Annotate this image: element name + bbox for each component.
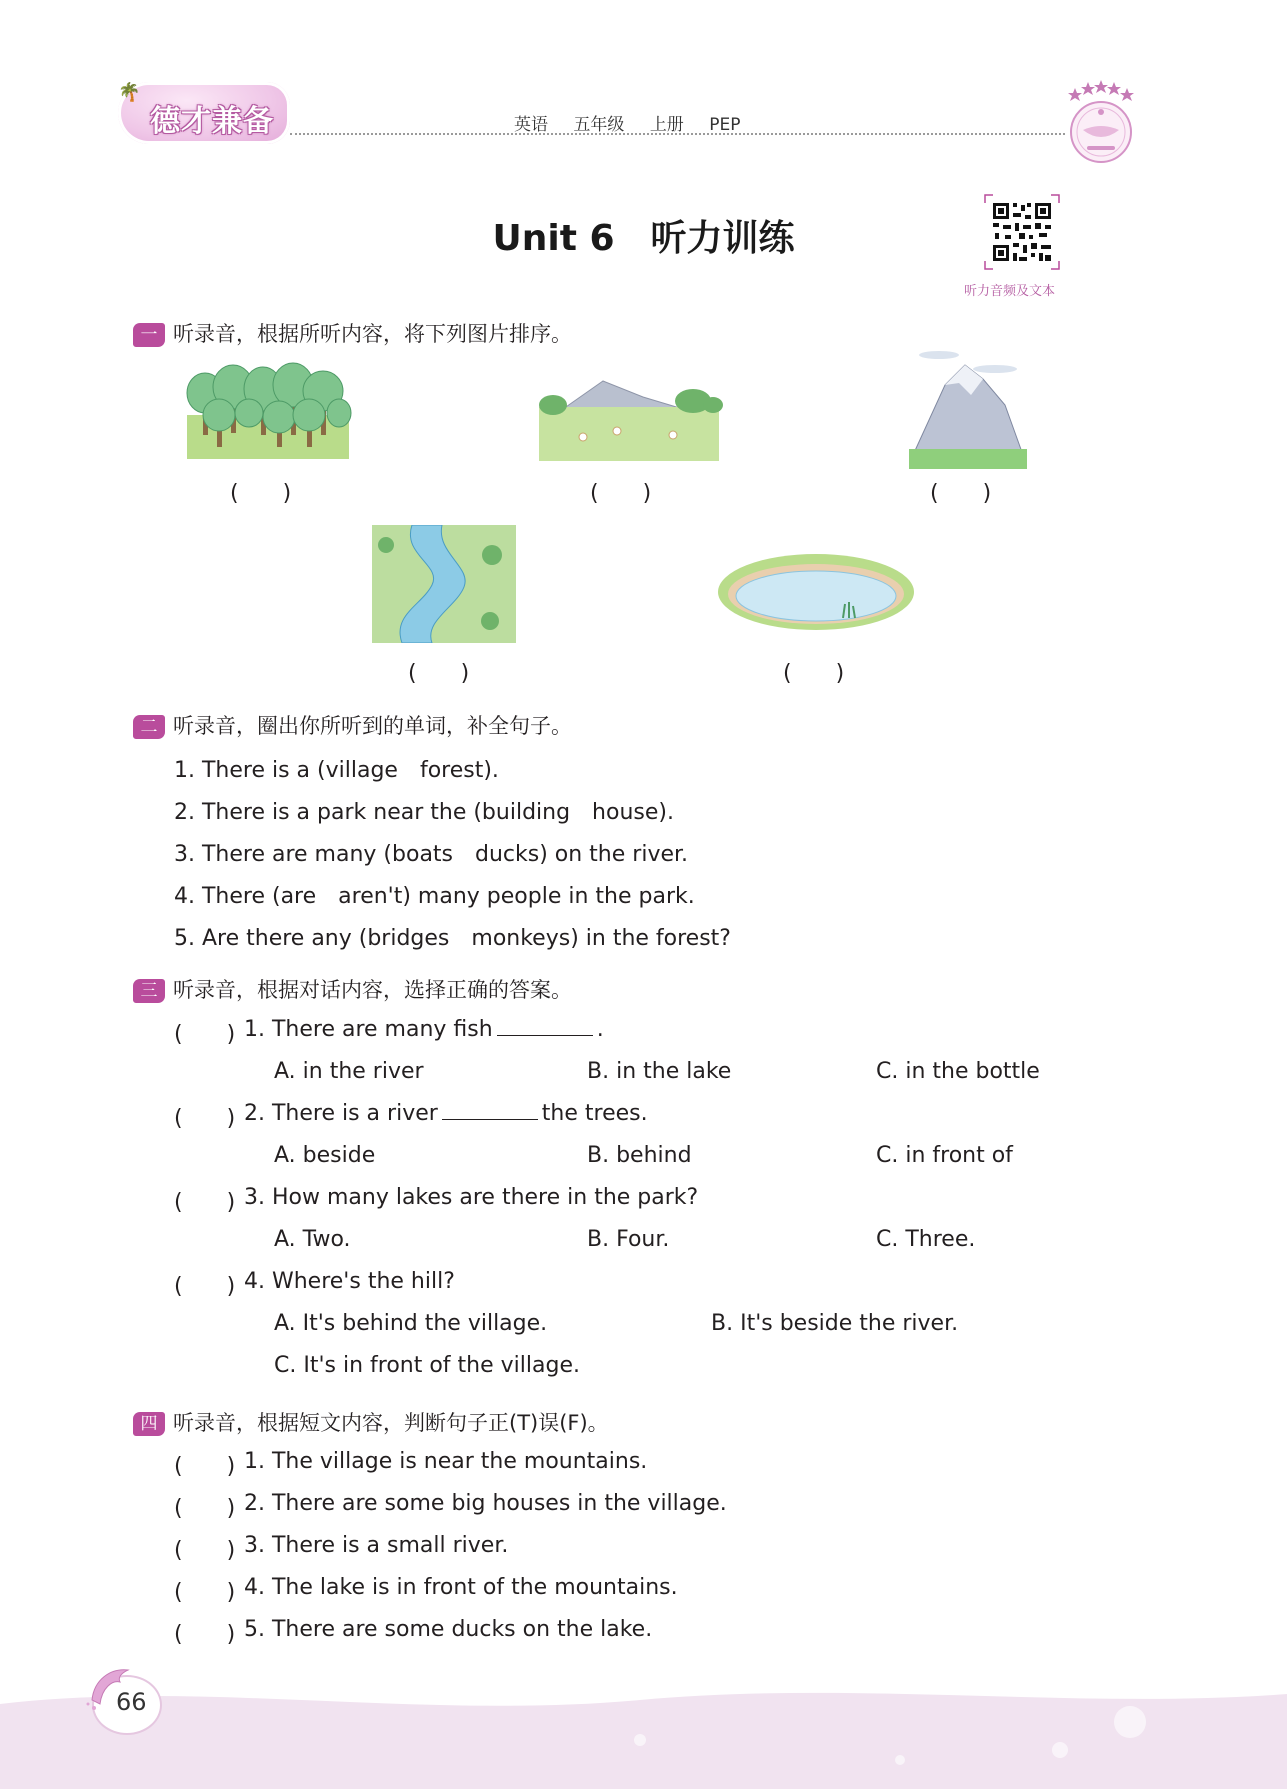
qr-label: 听力音频及文本: [964, 284, 1056, 299]
section-2-item-3[interactable]: 3. There are many (boats ducks) on the river.: [174, 842, 689, 867]
q3-3-option-a[interactable]: A. Two.: [274, 1227, 351, 1252]
section-1-badge: 一: [133, 323, 165, 347]
picture-3-paren[interactable]: ( ): [930, 481, 992, 506]
footer-wave-decoration: [0, 1680, 1287, 1789]
q3-1-question: [244, 1017, 604, 1042]
page-title: Unit 6 听力训练: [492, 218, 795, 259]
qr-code-icon[interactable]: [983, 193, 1061, 271]
section-3-instruction: 听录音，根据对话内容，选择正确的答案。: [173, 978, 572, 1002]
q4-1-answer-paren[interactable]: ( ): [174, 1454, 236, 1479]
q3-2-tail: the trees.: [541, 1101, 648, 1126]
q4-5-statement: 5. There are some ducks on the lake.: [244, 1617, 653, 1642]
q3-1-tail: .: [596, 1017, 604, 1042]
q3-4-option-b[interactable]: B. It's beside the river.: [711, 1311, 959, 1336]
river-picture-icon: [372, 525, 516, 643]
page-number: 66: [116, 1688, 147, 1716]
brand-logo-text: 德才兼备: [150, 104, 274, 139]
q4-3-statement: 3. There is a small river.: [244, 1533, 509, 1558]
lake-picture-icon: [715, 548, 917, 632]
section-3-heading: [133, 974, 572, 1004]
q4-4-answer-paren[interactable]: ( ): [174, 1580, 236, 1605]
q3-1-option-b[interactable]: B. in the lake: [587, 1059, 732, 1084]
mountain-picture-icon: [905, 345, 1031, 471]
picture-4-paren[interactable]: ( ): [408, 661, 470, 686]
header-info: [514, 110, 760, 135]
header-grade: 五年级: [573, 115, 625, 135]
q3-1-text: 1. There are many fish: [244, 1017, 493, 1042]
picture-5-paren[interactable]: ( ): [783, 661, 845, 686]
q3-2-answer-paren[interactable]: ( ): [174, 1106, 236, 1131]
q3-3-question: 3. How many lakes are there in the park?: [244, 1185, 699, 1210]
section-4-badge: 四: [133, 1412, 165, 1436]
section-3-badge: 三: [133, 979, 165, 1003]
q3-3-answer-paren[interactable]: ( ): [174, 1190, 236, 1215]
header-volume: 上册: [649, 115, 684, 135]
q3-1-option-c[interactable]: C. in the bottle: [876, 1059, 1040, 1084]
q3-3-option-b[interactable]: B. Four.: [587, 1227, 670, 1252]
grassland-picture-icon: [533, 373, 723, 463]
q4-5-answer-paren[interactable]: ( ): [174, 1622, 236, 1647]
section-1-heading: [133, 318, 572, 348]
q3-2-option-a[interactable]: A. beside: [274, 1143, 376, 1168]
q3-1-answer-paren[interactable]: ( ): [174, 1022, 236, 1047]
section-4-heading: [133, 1407, 609, 1437]
q3-1-option-a[interactable]: A. in the river: [274, 1059, 424, 1084]
q3-4-answer-paren[interactable]: ( ): [174, 1274, 236, 1299]
section-2-item-4[interactable]: 4. There (are aren't) many people in the park.: [174, 884, 695, 909]
section-1-instruction: 听录音，根据所听内容，将下列图片排序。: [173, 322, 572, 346]
q3-4-question: 4. Where's the hill?: [244, 1269, 455, 1294]
section-2-item-5[interactable]: 5. Are there any (bridges monkeys) in the forest?: [174, 926, 731, 951]
q4-3-answer-paren[interactable]: ( ): [174, 1538, 236, 1563]
section-2-item-2[interactable]: 2. There is a park near the (building house).: [174, 800, 674, 825]
q3-2-blank[interactable]: [442, 1118, 538, 1120]
forest-picture-icon: [183, 355, 353, 463]
header-edition: PEP: [709, 115, 741, 135]
section-4-instruction: 听录音，根据短文内容，判断句子正(T)误(F)。: [173, 1411, 609, 1435]
header-subject: 英语: [514, 115, 548, 135]
q3-2-option-c[interactable]: C. in front of: [876, 1143, 1013, 1168]
q4-1-statement: 1. The village is near the mountains.: [244, 1449, 648, 1474]
section-2-instruction: 听录音，圈出你所听到的单词，补全句子。: [173, 714, 572, 738]
q3-4-option-a[interactable]: A. It's behind the village.: [274, 1311, 548, 1336]
q3-2-text: 2. There is a river: [244, 1101, 438, 1126]
q3-2-option-b[interactable]: B. behind: [587, 1143, 692, 1168]
picture-1-paren[interactable]: ( ): [230, 481, 292, 506]
q4-2-statement: 2. There are some big houses in the village.: [244, 1491, 727, 1516]
q4-4-statement: 4. The lake is in front of the mountains.: [244, 1575, 678, 1600]
section-2-item-1[interactable]: 1. There is a (village forest).: [174, 758, 499, 783]
q3-1-blank[interactable]: [497, 1034, 593, 1036]
q4-2-answer-paren[interactable]: ( ): [174, 1496, 236, 1521]
section-2-heading: [133, 710, 572, 740]
teacher-seal-icon: [1063, 78, 1139, 166]
q3-4-option-c[interactable]: C. It's in front of the village.: [274, 1353, 580, 1378]
picture-2-paren[interactable]: ( ): [590, 481, 652, 506]
section-2-badge: 二: [133, 715, 165, 739]
q3-3-option-c[interactable]: C. Three.: [876, 1227, 976, 1252]
palm-tree-icon: 🌴: [118, 82, 141, 103]
q3-2-question: [244, 1101, 648, 1126]
